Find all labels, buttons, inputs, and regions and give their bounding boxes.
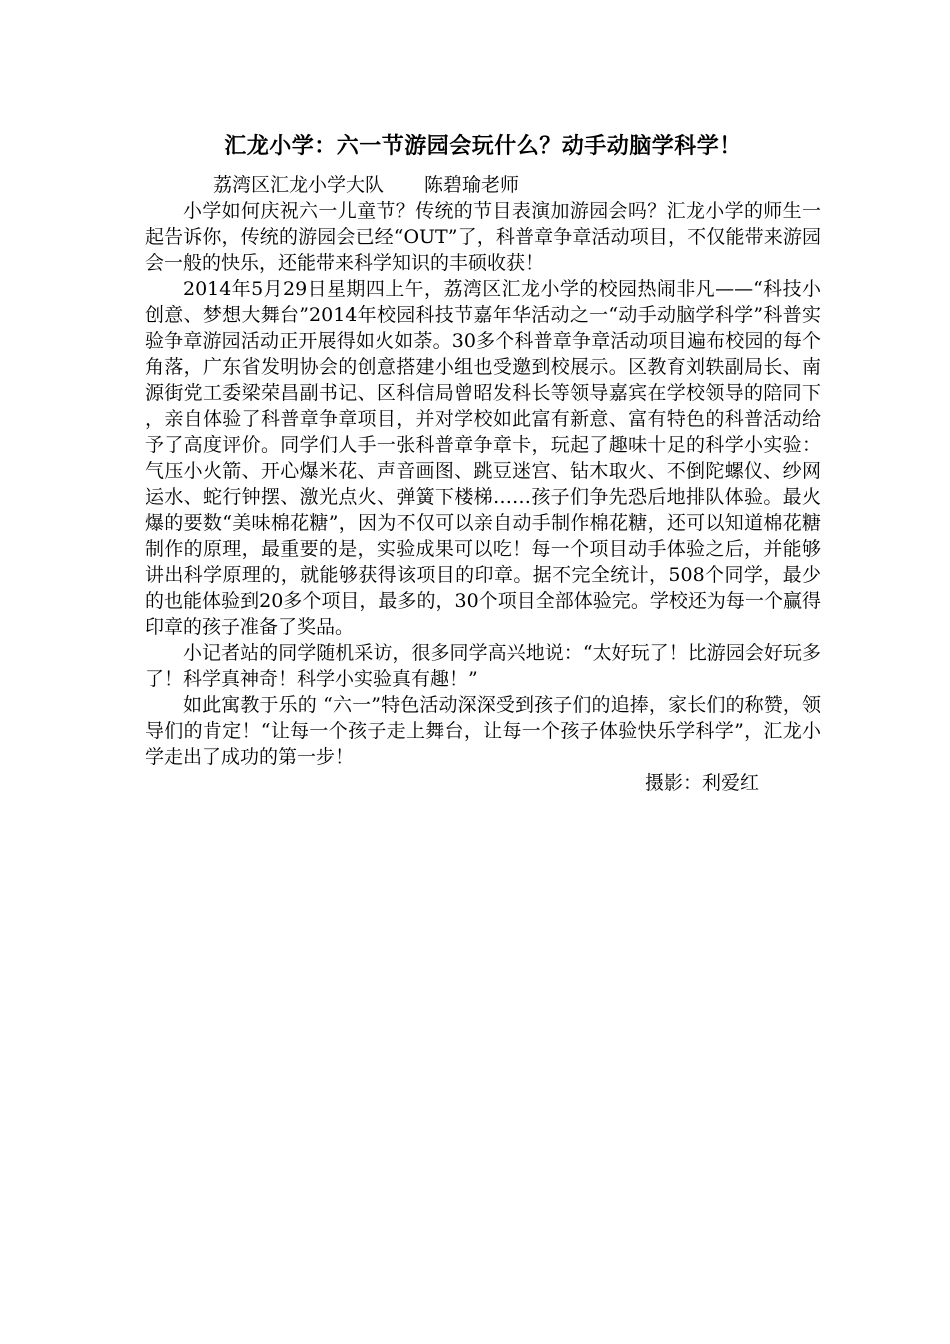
- paragraph-conclusion: 如此寓教于乐的 “六一”特色活动深深受到孩子们的追捧，家长们的称赞，领导们的肯定！“让每一个孩子走上舞台，让每一个孩子体验快乐学科学”，汇龙小学走出了成功的第一步！: [145, 694, 821, 768]
- article-title: 汇龙小学：六一节游园会玩什么？动手动脑学科学！: [224, 134, 742, 159]
- byline-author: 陈碧瑜老师: [424, 174, 520, 196]
- byline: [145, 172, 821, 198]
- paragraph-intro: 小学如何庆祝六一儿童节？传统的节目表演加游园会吗？汇龙小学的师生一起告诉你，传统的游园会已经“OUT”了，科普章争章活动项目，不仅能带来游园会一般的快乐，还能带来科学知识的丰硕收获！: [145, 200, 821, 274]
- article: [145, 128, 821, 796]
- paragraph-interview: 小记者站的同学随机采访，很多同学高兴地说：“太好玩了！比游园会好玩多了！科学真神奇！科学小实验真有趣！”: [145, 642, 821, 690]
- paragraph-event: 2014年5月29日星期四上午，荔湾区汇龙小学的校园热闹非凡——“科技小创意、梦想大舞台”2014年校园科技节嘉年华活动之一“动手动脑学科学”科普实验争章游园活动正开展得如火如荼。30多个科普章争章活动项目遍布校园的每个角落，广东省发明协会的创意搭建小组也受邀到校展示。区教育刘轶副局长、南源街党工委梁荣昌副书记、区科信局曾昭发科长等领导嘉宾在学校领导的陪同下，亲自体验了科普章争章项目，并对学校如此富有新意、富有特色的科普活动给予了高度评价。同学们人手一张科普章争章卡，玩起了趣味十足的科学小实验：气压小火箭、开心爆米花、声音画图、跳豆迷宫、钻木取火、不倒陀螺仪、纱网运水、蛇行钟摆、激光点火、弹簧下楼梯……孩子们争先恐后地排队体验。最火爆的要数“美味棉花糖”，因为不仅可以亲自动手制作棉花糖，还可以知道棉花糖制作的原理，最重要的是，实验成果可以吃！每一个项目动手体验之后，并能够讲出科学原理的，就能够获得该项目的印章。据不完全统计，508个同学，最少的也能体验到20多个项目，最多的，30个项目全部体验完。学校还为每一个赢得印章的孩子准备了奖品。: [145, 278, 821, 638]
- photo-credit: 摄影：利爱红: [644, 772, 759, 794]
- byline-organization: 荔湾区汇龙小学大队: [213, 174, 385, 196]
